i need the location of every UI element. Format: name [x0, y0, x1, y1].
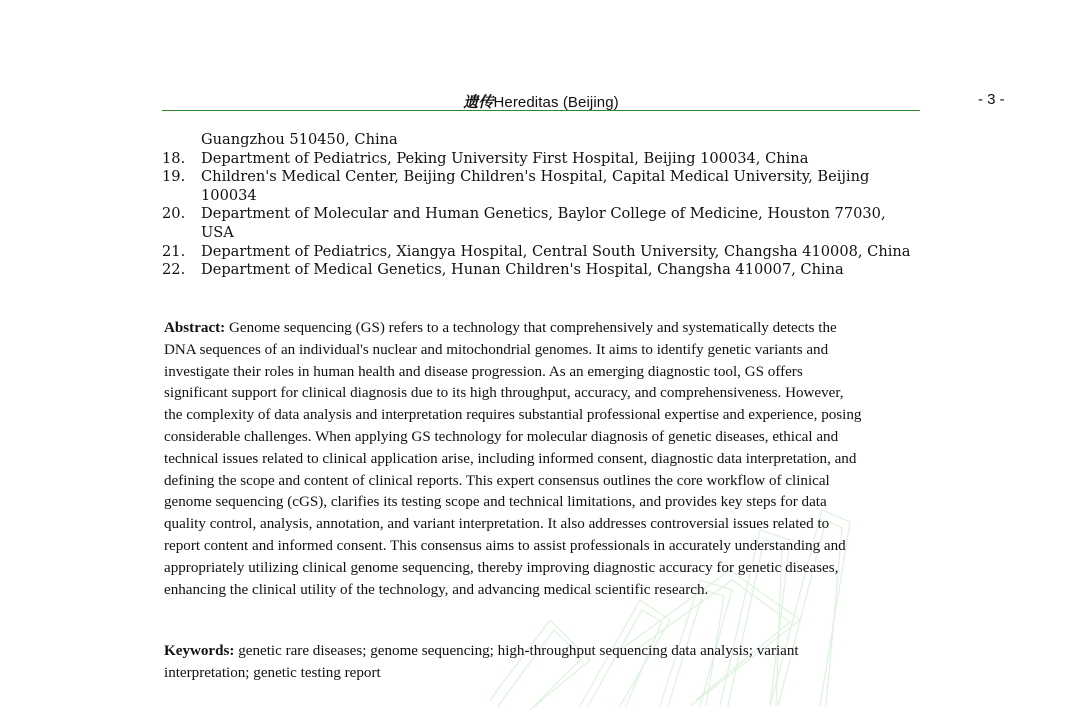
affiliation-item: [160, 205, 920, 242]
running-header: [162, 90, 920, 111]
affiliation-number: 21.: [162, 242, 186, 260]
affiliation-item: [160, 168, 920, 205]
affiliation-item: [160, 150, 920, 169]
affiliation-text: Department of Medical Genetics, Hunan Children's Hospital, Changsha 410007, China: [201, 261, 844, 279]
affiliation-number: 22.: [162, 261, 186, 279]
affiliation-text: Department of Pediatrics, Xiangya Hospital, Central South University, Changsha 410008, China: [201, 242, 911, 260]
affiliation-item: [160, 243, 920, 262]
abstract-paragraph: [164, 318, 864, 601]
affiliation-number: 18.: [162, 149, 186, 167]
abstract-text: Genome sequencing (GS) refers to a technology that comprehensively and systematically detects the DNA sequences of an individual's nuclear and mitochondrial genomes. It aims to identify genetic variants and investigate their roles in human health and disease progression. As an emerging diagnostic tool, GS offers significant support for clinical diagnosis due to its high throughput, accuracy, and comprehensiveness. However, the complexity of data analysis and interpretation requires substantial professional expertise and experience, posing considerable challenges. When applying GS technology for molecular diagnosis of genetic diseases, ethical and technical issues related to clinical application arise, including informed consent, diagnostic data interpretation, and defining the scope and content of clinical reports. This expert consensus outlines the core workflow of clinical genome sequencing (cGS), clarifies its testing scope and technical limitations, and provides key steps for data quality control, analysis, annotation, and variant interpretation. It also addresses controversial issues related to report content and informed consent. This consensus aims to assist professionals in accurately understanding and appropriately utilizing clinical genome sequencing, thereby improving diagnostic accuracy for genetic diseases, enhancing the clinical utility of the technology, and advancing medical scientific research.: [164, 320, 862, 598]
keywords-text: genetic rare diseases; genome sequencing; high-throughput sequencing data analysis; variant interpretation; genetic testing report: [164, 643, 799, 681]
keywords-paragraph: [164, 641, 864, 685]
journal-title: [162, 91, 920, 112]
affiliation-text: Guangzhou 510450, China: [201, 131, 398, 148]
affiliation-text: Department of Molecular and Human Genetics, Baylor College of Medicine, Houston 77030, USA: [201, 205, 886, 241]
affiliation-list: [160, 131, 920, 280]
keywords-label: Keywords:: [164, 643, 235, 659]
affiliation-number: 20.: [162, 205, 186, 223]
affiliation-item: [160, 131, 920, 150]
abstract-label: Abstract:: [164, 320, 226, 336]
affiliation-number: 19.: [162, 168, 186, 186]
affiliation-text: Department of Pediatrics, Peking University First Hospital, Beijing 100034, China: [201, 149, 809, 167]
page-number: - 3 -: [978, 91, 1005, 108]
journal-name: Hereditas (Beijing): [493, 94, 619, 111]
journal-logo: 遗传: [463, 93, 494, 111]
affiliation-text: Children's Medical Center, Beijing Children's Hospital, Capital Medical University, Beijing 100034: [201, 168, 870, 204]
affiliation-item: [160, 261, 920, 280]
